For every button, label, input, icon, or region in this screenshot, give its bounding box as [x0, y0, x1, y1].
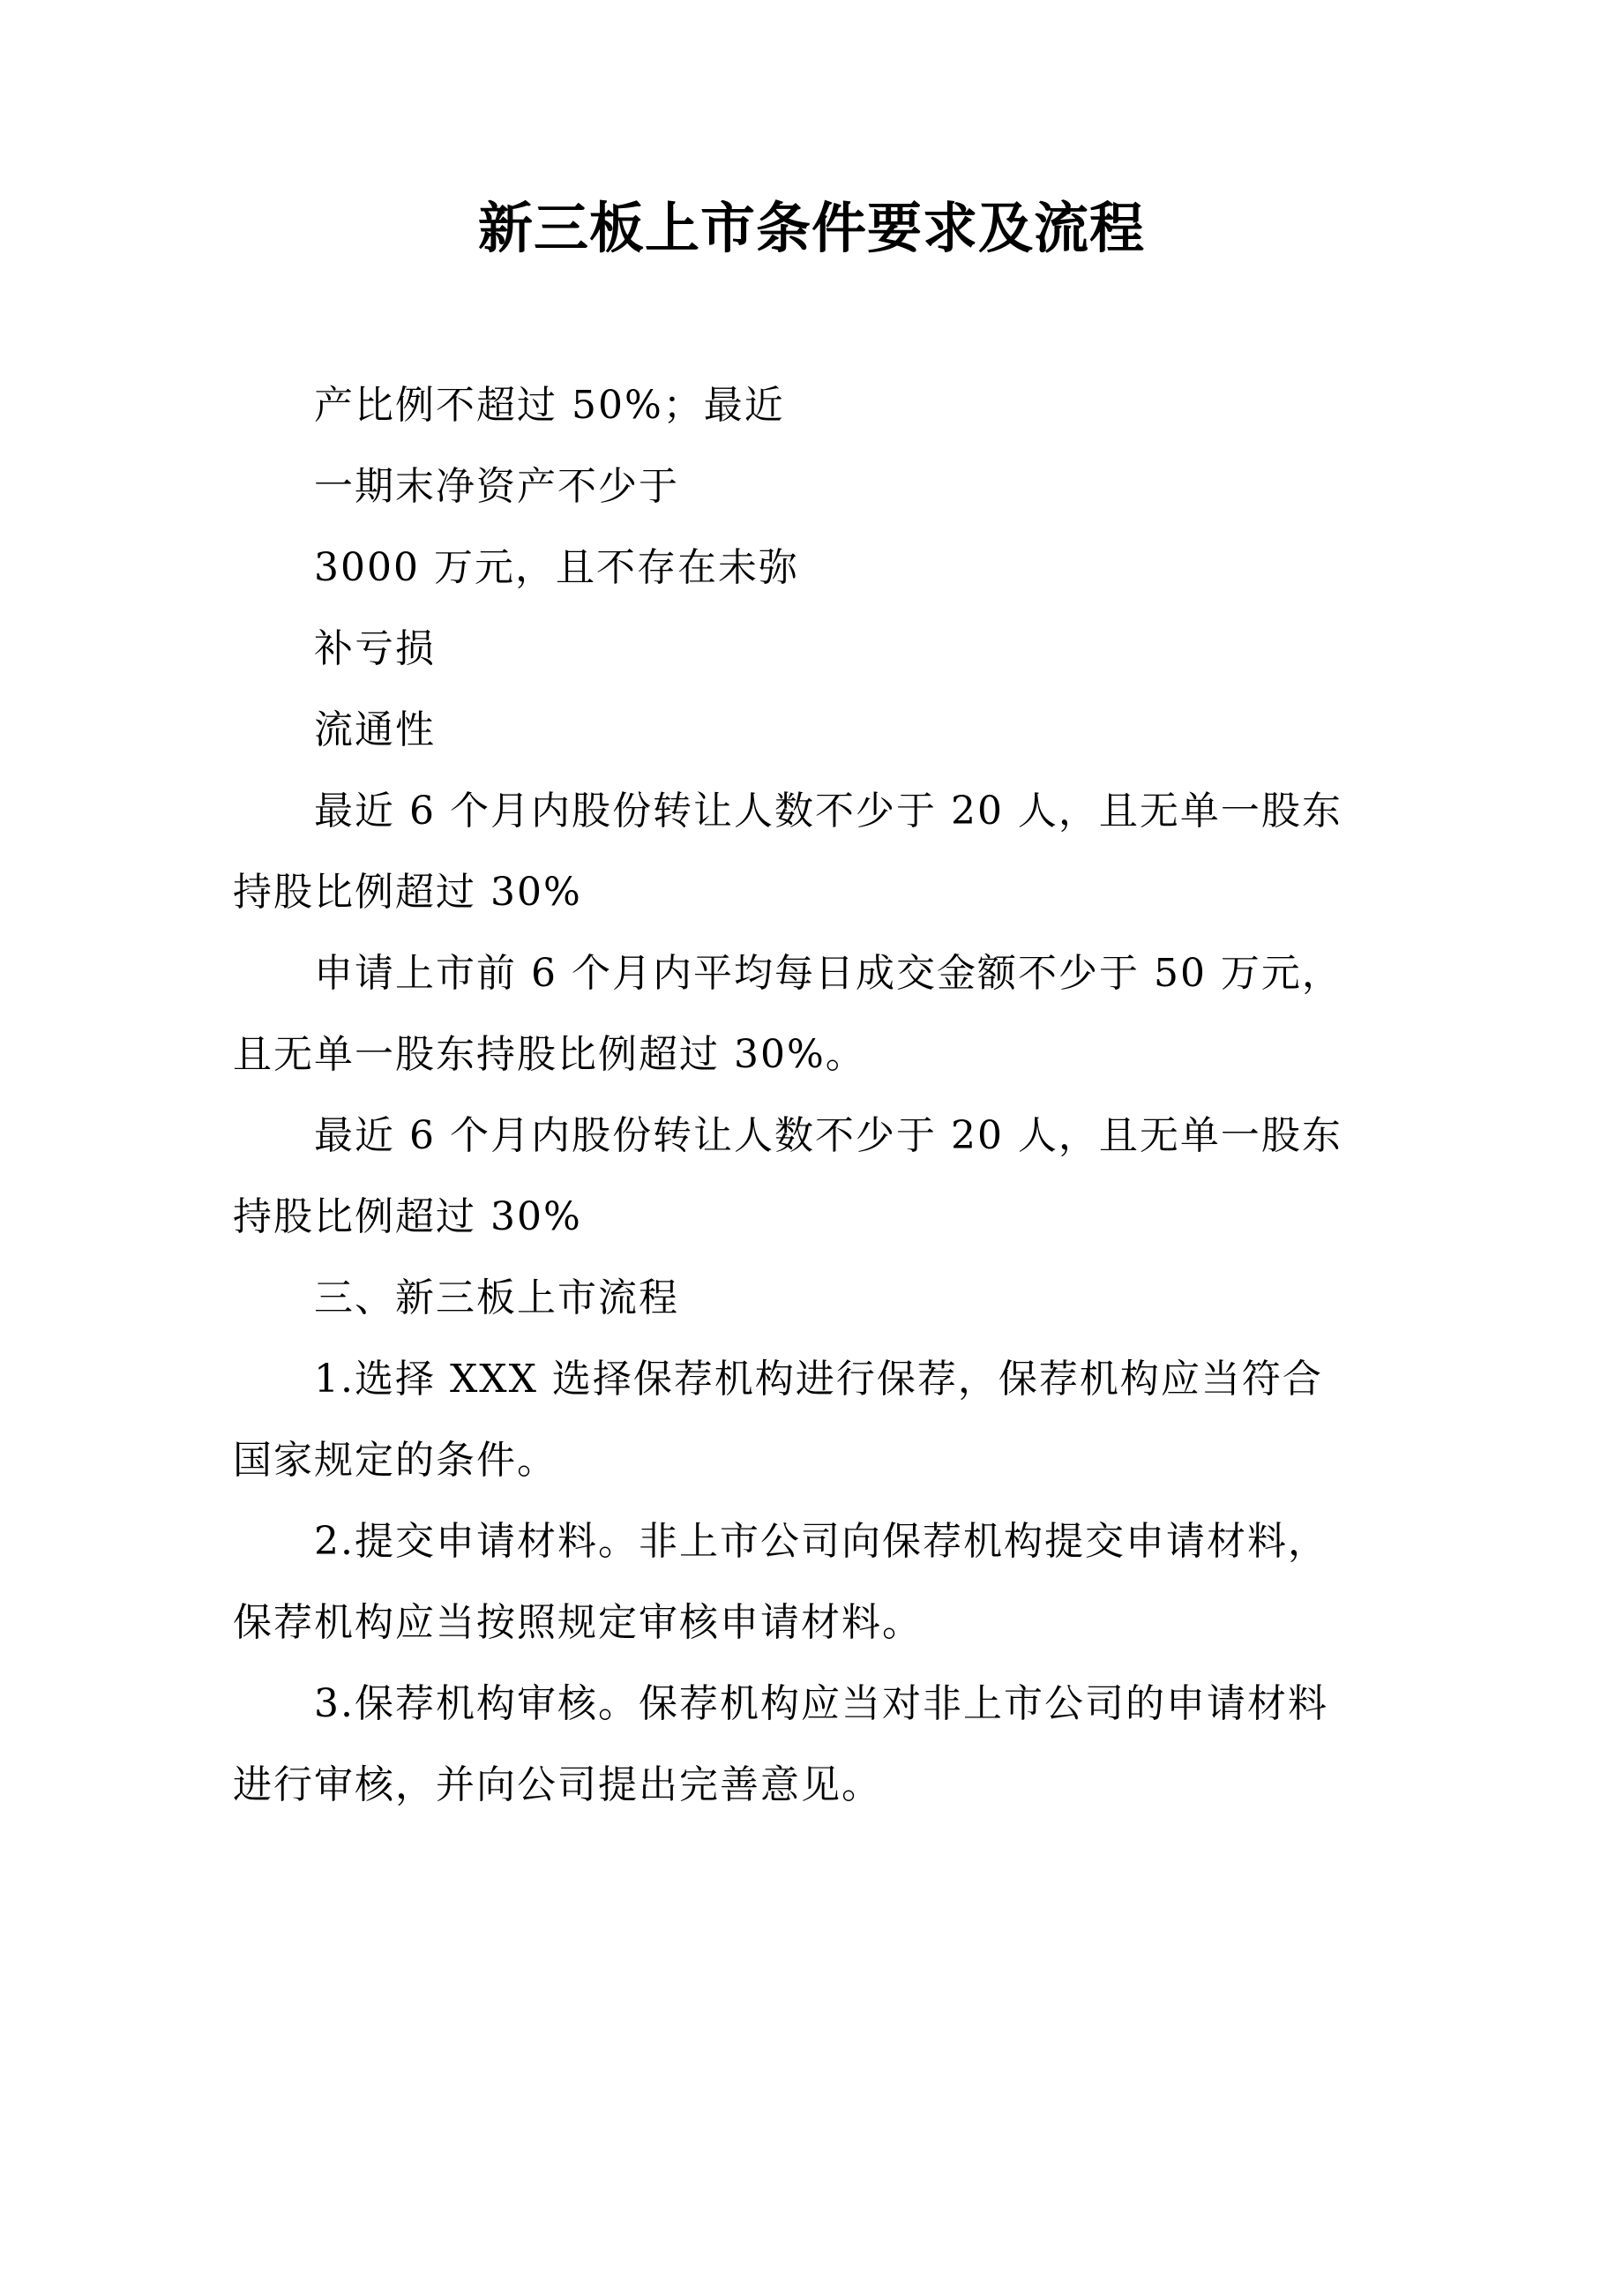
step-3-line: 进行审核，并向公司提出完善意见。 — [233, 1762, 882, 1807]
step-3-line: 3.保荐机构审核。保荐机构应当对非上市公司的申请材料 — [314, 1681, 1328, 1726]
text-line: 产比例不超过 50%；最近 — [314, 383, 785, 428]
text-line: 持股比例超过 30% — [233, 870, 582, 915]
step-1-line: 1.选择 XXX 选择保荐机构进行保荐，保荐机构应当符合 — [314, 1357, 1323, 1402]
text-line: 补亏损 — [314, 626, 436, 671]
text-line: 3000 万元，且不存在未弥 — [314, 545, 799, 590]
document-body — [233, 365, 1343, 1826]
text-line: 最近 6 个月内股份转让人数不少于 20 人，且无单一股东 — [314, 789, 1343, 834]
text-line: 最近 6 个月内股份转让人数不少于 20 人，且无单一股东 — [314, 1113, 1343, 1158]
text-line: 一期末净资产不少于 — [314, 464, 679, 509]
section-label-liquidity: 流通性 — [314, 707, 436, 752]
document-title: 新三板上市条件要求及流程 — [477, 196, 1145, 260]
step-1-line: 国家规定的条件。 — [233, 1438, 557, 1483]
section-heading: 三、新三板上市流程 — [314, 1275, 679, 1320]
text-line: 持股比例超过 30% — [233, 1194, 582, 1239]
text-line: 且无单一股东持股比例超过 30%。 — [233, 1032, 866, 1077]
step-2-line: 保荐机构应当按照规定审核申请材料。 — [233, 1600, 923, 1645]
text-line: 申请上市前 6 个月内平均每日成交金额不少于 50 万元， — [314, 951, 1343, 996]
step-2-line: 2.提交申请材料。非上市公司向保荐机构提交申请材料， — [314, 1519, 1328, 1564]
